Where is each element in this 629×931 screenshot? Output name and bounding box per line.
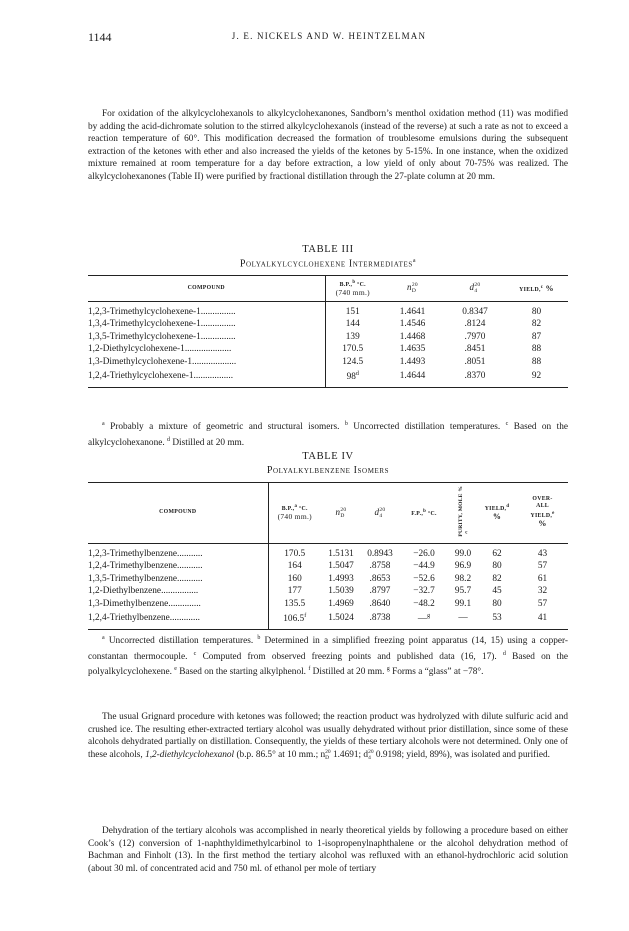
table3-number: TABLE III — [302, 244, 354, 255]
running-title: J. E. NICKELS AND W. HEINTZELMAN — [231, 31, 427, 41]
table4-header-density: d20 4 — [374, 506, 386, 519]
table3-header-row — [88, 276, 568, 302]
table4-title: Polyalkylbenzene Isomers — [266, 465, 390, 476]
paragraph-oxidation: For oxidation of the alkylcyclohexanols to alkylcyclohexanones, Sandborn’s menthol oxidation method (11) was modified by adding the acid-dichromate solution to the stirred alkylcyclohexanols (instead of the reverse) at such a rate as not to exceed a reaction temperature of 60°. This modification decreased the formation of troublesome emulsions during the subsequent extraction of the ketones with ether and also increased the yields of the ketones by 5-15%. In one instance, when the oxidized mixture remained at room temperature for a day before extraction, a low yield of only about 70-75% was realized. The alkylcyclohexanones (Table II) were purified by fractional distillation through the 27-plate column at 20 mm. — [88, 109, 568, 182]
table3-row: 1,3,5-Trimethylcyclohexene-1............... 139 1.4468 .7970 87 — [88, 331, 542, 342]
table4-row: 1,3-Dimethylbenzene.............. 135.5 1.4969 .8640 −48.2 99.1 80 57 — [88, 598, 548, 609]
table3-row: 1,2,4-Triethylcyclohexene-1................. 98$^d$ 1.4644 .8370 92 — [88, 368, 568, 387]
table4-header-bp: B.P.,$^a$ °C. (740 mm.) — [268, 483, 321, 544]
table4-header-yield: YIELD,$^d$ % — [484, 504, 510, 522]
table3-header-refractive-index: n20 D — [407, 282, 418, 295]
table4-header-purity: PURITY, MOLE %$^c$ — [458, 486, 468, 537]
table3-header-bp: B.P.,$^b$ °C. (740 mm.) — [325, 276, 380, 302]
table3-header-yield: YIELD,$^c$ % — [519, 283, 554, 293]
table4 — [88, 482, 568, 630]
table3-row: 1,2,3-Trimethylcyclohexene-1............... 151 1.4641 0.8347 80 — [88, 301, 568, 318]
table3-header-density: d20 4 — [469, 282, 481, 295]
table3-title: Polyalkylcyclohexene Intermediates$^a$ — [239, 258, 417, 270]
table4-row: 1,3,5-Trimethylbenzene........... 160 1.4993 .8653 −52.6 98.2 82 61 — [88, 573, 548, 584]
table4-row: 1,2,4-Triethylbenzene............. 106.5$^f$ 1.5024 .8738 —$^g$ — 53 41 — [88, 610, 568, 629]
table3-header-compound: COMPOUND — [187, 284, 225, 291]
paragraph-grignard: The usual Grignard procedure with ketones was followed; the reaction product was hydrolyzed with dilute sulfuric acid and crushed ice. The resulting ether-extracted tertiary alcohol was usually dehydrated without prior distillation, since some of these alcohols dehydrated partially on distillation. Consequently, the yields of these tertiary alcohols were not determined. Only one of these alcohols, 1,2-diethylcyclohexanol (b.p. 86.5° at 10 mm.; n20 D 1.4691; d20 4 0.9198; yield, 89%), was isolated and purified. — [88, 712, 568, 761]
table3-row: 1,3-Dimethylcyclohexene-1................... 124.5 1.4493 .8051 88 — [88, 356, 542, 367]
table4-header-refractive-index: n20 D — [335, 506, 347, 519]
page-header — [88, 30, 570, 44]
table3 — [88, 275, 568, 388]
table4-header-overall-yield: OVER- ALL YIELD,$^e$ % — [530, 496, 555, 529]
table4-row: 1,2-Diethylbenzene................ 177 1.5039 .8797 −32.7 95.7 45 32 — [88, 586, 548, 597]
table4-row: 1,2,3-Trimethylbenzene........... 170.5 1.5131 0.8943 −26.0 99.0 62 43 — [88, 543, 568, 560]
table3-footnote: $^a$ Probably a mixture of geometric and structural isomers. $^b$ Uncorrected distillation temperatures. $^c$ Based on the alkylcyclohexanone. $^d$ Distilled at 20 mm. — [88, 421, 568, 448]
table4-header-compound: COMPOUND — [159, 509, 197, 516]
paragraph-dehydration: Dehydration of the tertiary alcohols was accomplished in nearly theoretical yields by following a procedure based on either Cook’s (12) conversion of 1-naphthyldimethylcarbinol to 1-isopropenylnaphthalene or the alcohol dehydration method of Bachman and Finholt (13). In the first method the tertiary alcohol was refluxed with an ethanol-hydrochloric acid solution (about 30 ml. of concentrated acid and 750 ml. of ethanol per mole of tertiary — [88, 826, 568, 874]
table3-row: 1,3,4-Trimethylcyclohexene-1............... 144 1.4546 .8124 82 — [88, 319, 542, 330]
page-number: 1144 — [88, 30, 112, 44]
table3-row: 1,2-Diethylcyclohexene-1.................... 170.5 1.4635 .8451 88 — [88, 344, 542, 355]
table4-header-fp: F.P.,$^b$ °C. — [411, 508, 437, 517]
table4-number: TABLE IV — [302, 451, 354, 462]
table4-header-row — [88, 483, 568, 544]
table4-footnote: $^a$ Uncorrected distillation temperatures. $^b$ Determined in a simplified freezing point apparatus (14, 15) using a copper-constantan thermocouple. $^c$ Computed from observed freezing points and published data (16, 17). $^d$ Based on the polyalkylcyclohexene. $^e$ Based on the starting alkylphenol. $^f$ Distilled at 20 mm. $^g$ Forms a “glass” at −78°. — [88, 635, 568, 678]
table4-row: 1,2,4-Trimethylbenzene........... 164 1.5047 .8758 −44.9 96.9 80 57 — [88, 561, 548, 572]
